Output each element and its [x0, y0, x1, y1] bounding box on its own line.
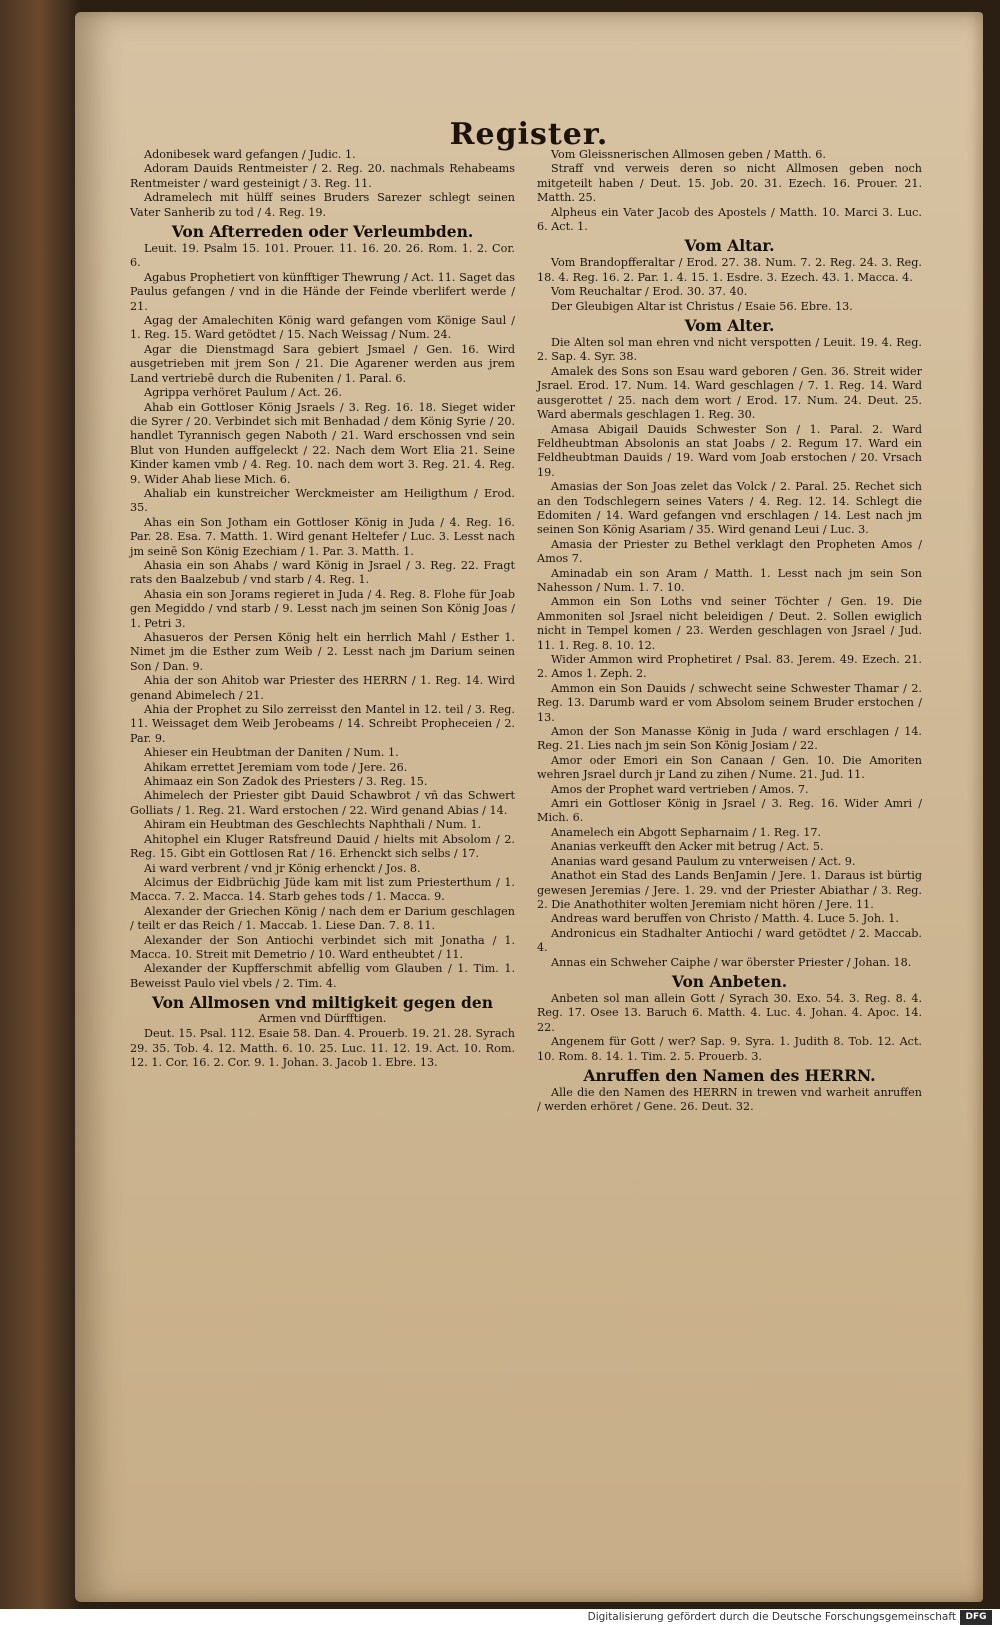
register-entry: Ahitophel ein Kluger Ratsfreund Dauid / hielts mit Absolom / 2. Reg. 15. Gibt ein Gottlosen Rat / 16. Erhenckt sich selbs / 17. — [130, 832, 515, 861]
register-entry: Amasa Abigail Dauids Schwester Son / 1. Paral. 2. Ward Feldheubtman Absolonis an stat Joabs / 2. Regum 17. Ward ein Feldheubtman Dauids / 19. Ward vom Joab erstochen / 20. Vrsach 19. — [537, 422, 922, 479]
right-column — [537, 148, 922, 1115]
footer-bar — [0, 1609, 1000, 1627]
register-entry: Ai ward verbrent / vnd jr König erhenckt / Jos. 8. — [144, 861, 421, 875]
register-entry: Amos der Prophet ward vertrieben / Amos. 7. — [551, 782, 809, 796]
register-entry: Ahas ein Son Jotham ein Gottloser König in Juda / 4. Reg. 16. Par. 28. Esa. 7. Matth. 1. Wird genant Heltefer / Luc. 3. Lesst nach jm seinē Son König Ezechiam / 1. Par. 3. Matth. 1. — [130, 515, 515, 558]
section-heading: Vom Altar. — [684, 236, 775, 256]
register-entry: Agar die Dienstmagd Sara gebiert Jsmael / Gen. 16. Wird ausgetrieben mit jrem Son / 21. Die Agarener werden aus jrem Land vertriebē durch die Rubeniten / 1. Paral. 6. — [130, 342, 515, 385]
register-entry: Alexander der Kupfferschmit abfellig vom Glauben / 1. Tim. 1. Beweisst Paulo viel vbels / 2. Tim. 4. — [130, 962, 515, 990]
left-column — [130, 148, 515, 1070]
register-entry: Ahimaaz ein Son Zadok des Priesters / 3. Reg. 15. — [144, 775, 428, 789]
section-heading: Von Allmosen vnd miltigkeit gegen den — [151, 993, 494, 1013]
register-entry: Amasias der Son Joas zelet das Volck / 2. Paral. 25. Rechet sich an den Todschlegern seines Vaters / 4. Reg. 12. 14. Schlegt die Edomiten / 14. Ward gefangen vnd erschlagen / 14. Lest nach jm seinen Son König Asariam / 35. Wird genand Leui / Luc. 3. — [537, 480, 922, 537]
section-heading: Von Afterreden oder Verleumbden. — [171, 222, 474, 242]
register-entry: Straff vnd verweis deren so nicht Allmosen geben noch mitgeteilt haben / Deut. 15. Job. 20. 31. Ezech. 16. Prouer. 21. Matth. 25. — [537, 162, 922, 205]
section-heading: Von Anbeten. — [671, 971, 788, 991]
register-entry: Adramelech mit hülff seines Bruders Sarezer schlegt seinen Vater Sanherib zu tod / 4. Reg. 19. — [130, 191, 515, 219]
footer-credit: Digitalisierung gefördert durch die Deutsche Forschungsgemeinschaft — [587, 1611, 956, 1623]
section-heading: Vom Alter. — [684, 316, 775, 336]
register-entry: Ahasia ein son Ahabs / ward König in Jsrael / 3. Reg. 22. Fragt rats den Baalzebub / vnd starb / 4. Reg. 1. — [130, 558, 515, 587]
register-entry: Leuit. 19. Psalm 15. 101. Prouer. 11. 16. 20. 26. Rom. 1. 2. Cor. 6. — [130, 242, 515, 270]
register-entry: Vom Brandopfferaltar / Erod. 27. 38. Num. 7. 2. Reg. 24. 3. Reg. 18. 4. Reg. 16. 2. Par. 1. 4. 15. 1. Esdre. 3. Ezech. 43. 1. Macca. 4. — [537, 256, 922, 284]
register-entry: Anathot ein Stad des Lands BenJamin / Jere. 1. Daraus ist bürtig gewesen Jeremias / Jere. 1. 29. vnd der Priester Abiathar / 3. Reg. 2. Die Anathothiter wolten Jeremiam nicht hören / Jere. 11. — [537, 869, 922, 911]
register-entry: Anamelech ein Abgott Sepharnaim / 1. Reg. 17. — [551, 825, 822, 839]
register-entry: Angenem für Gott / wer? Sap. 9. Syra. 1. Judith 8. Tob. 12. Act. 10. Rom. 8. 14. 1. Tim. 2. 5. Prouerb. 3. — [537, 1035, 922, 1063]
register-entry: Amasia der Priester zu Bethel verklagt den Propheten Amos / Amos 7. — [537, 537, 922, 566]
register-entry: Ananias ward gesand Paulum zu vnterweisen / Act. 9. — [551, 854, 856, 868]
register-entry: Ahasueros der Persen König helt ein herrlich Mahl / Esther 1. Nimet jm die Esther zum Weib / 2. Lesst nach jm Darium seinen Son / Dan. 9. — [130, 631, 515, 673]
register-entry: Annas ein Schweher Caiphe / war öberster Priester / Johan. 18. — [551, 955, 912, 969]
register-entry: Vom Gleissnerischen Allmosen geben / Matth. 6. — [551, 148, 826, 161]
register-entry: Adoram Dauids Rentmeister / 2. Reg. 20. nachmals Rehabeams Rentmeister / ward gesteinigt / 3. Reg. 11. — [130, 162, 515, 190]
register-entry: Ammon ein Son Dauids / schwecht seine Schwester Thamar / 2. Reg. 13. Darumb ward er vom Absolom seinem Bruder erstochen / 13. — [537, 681, 922, 724]
register-entry: Andreas ward beruffen von Christo / Matth. 4. Luce 5. Joh. 1. — [551, 912, 899, 926]
register-entry: Agabus Prophetiert von künfftiger Thewrung / Act. 11. Saget das Paulus gefangen / vnd in die Hände der Feinde vberlifert werde / 21. — [130, 270, 515, 313]
register-entry: Ananias verkeufft den Acker mit betrug / Act. 5. — [551, 840, 824, 854]
register-entry: Andronicus ein Stadhalter Antiochi / ward getödtet / 2. Maccab. 4. — [537, 926, 922, 955]
register-entry: Ahab ein Gottloser König Jsraels / 3. Reg. 16. 18. Sieget wider die Syrer / 20. Verbindet sich mit Benhadad / dem König Syrie / 20. handlet Tyrannisch gegen Naboth / 21. Ward erschossen vnd sein Blut von Hunden auffgeleckt / 22. Nach dem Wort Elia 21. Seine Kinder kamen vmb / 4. Reg. 10. nach dem wort 3. Reg. 21. 4. Reg. 9. Wider Ahab liese Mich. 6. — [130, 400, 515, 486]
register-entry: Deut. 15. Psal. 112. Esaie 58. Dan. 4. Prouerb. 19. 21. 28. Syrach 29. 35. Tob. 4. 12. Matth. 6. 10. 25. Luc. 11. 12. 19. Act. 10. Rom. 12. 1. Cor. 16. 2. Cor. 9. 1. Johan. 3. Jacob 1. Ebre. 13. — [130, 1027, 515, 1069]
register-entry: Adonibesek ward gefangen / Judic. 1. — [144, 148, 356, 161]
register-entry: Alcimus der Eidbrüchig Jüde kam mit list zum Priesterthum / 1. Macca. 7. 2. Macca. 14. Starb gehes tods / 1. Macca. 9. — [130, 875, 515, 904]
register-entry: Anbeten sol man allein Gott / Syrach 30. Exo. 54. 3. Reg. 8. 4. Reg. 17. Osee 13. Baruch 6. Matth. 4. Luc. 4. Johan. 4. Apoc. 14. 22. — [537, 991, 922, 1034]
register-entry: Alexander der Griechen König / nach dem er Darium geschlagen / teilt er das Reich / 1. Maccab. 1. Liese Dan. 7. 8. 11. — [130, 904, 515, 933]
register-entry: Agag der Amalechiten König ward gefangen vom Könige Saul / 1. Reg. 15. Ward getödtet / 15. Nach Weissag / Num. 24. — [130, 314, 515, 342]
register-entry: Amon der Son Manasse König in Juda / ward erschlagen / 14. Reg. 21. Lies nach jm sein Son König Josiam / 22. — [537, 725, 922, 753]
register-entry: Aminadab ein son Aram / Matth. 1. Lesst nach jm sein Son Nahesson / Num. 1. 7. 10. — [537, 566, 922, 594]
register-entry: Amor oder Emori ein Son Canaan / Gen. 10. Die Amoriten wehren Jsrael durch jr Land zu zihen / Nume. 21. Jud. 11. — [537, 753, 922, 782]
register-entry: Amalek des Sons son Esau ward geboren / Gen. 36. Streit wider Jsrael. Erod. 17. Num. 14. Ward geschlagen / 7. 1. Reg. 14. Ward ausgerottet / 25. nach dem wort / Erod. 17. Num. 24. Deut. 25. Ward abermals geschlagen 1. Reg. 30. — [537, 364, 922, 422]
register-entry: Die Alten sol man ehren vnd nicht verspotten / Leuit. 19. 4. Reg. 2. Sap. 4. Syr. 38. — [537, 336, 922, 364]
dfg-logo: DFG — [960, 1610, 992, 1625]
register-entry: Amri ein Gottloser König in Jsrael / 3. Reg. 16. Wider Amri / Mich. 6. — [537, 797, 922, 825]
register-entry: Ahimelech der Priester gibt Dauid Schawbrot / vñ das Schwert Golliats / 1. Reg. 21. Ward erstochen / 22. Wird genand Abias / 14. — [130, 789, 515, 817]
register-entry: Alle die den Namen des HERRN in trewen vnd warheit anruffen / werden erhöret / Gene. 26. Deut. 32. — [537, 1085, 922, 1114]
page-title: Register. — [449, 117, 609, 152]
register-entry: Ahikam errettet Jeremiam vom tode / Jere. 26. — [144, 760, 408, 774]
register-entry: Agrippa verhöret Paulum / Act. 26. — [144, 386, 342, 400]
register-entry: Ahia der Prophet zu Silo zerreisst den Mantel in 12. teil / 3. Reg. 11. Weissaget dem Weib Jerobeams / 14. Schreibt Propheceien / 2. Par. 9. — [130, 703, 515, 745]
register-entry: Ahia der son Ahitob war Priester des HERRN / 1. Reg. 14. Wird genand Abimelech / 21. — [130, 674, 515, 702]
register-entry: Ahasia ein son Jorams regieret in Juda / 4. Reg. 8. Flohe für Joab gen Megiddo / vnd starb / 9. Lesst nach jm seinen Son König Joas / 1. Petri 3. — [130, 587, 515, 630]
register-entry: Ahiram ein Heubtman des Geschlechts Naphthali / Num. 1. — [144, 818, 482, 832]
section-subheading: Armen vnd Dürfftigen. — [258, 1012, 387, 1026]
section-heading: Anruffen den Namen des HERRN. — [583, 1065, 876, 1085]
register-entry: Ahaliab ein kunstreicher Werckmeister am Heiligthum / Erod. 35. — [130, 486, 515, 515]
register-entry: Ammon ein Son Loths vnd seiner Töchter / Gen. 19. Die Ammoniten sol Jsrael nicht beleidigen / Deut. 2. Sollen ewiglich nicht in Tempel komen / 23. Werden geschlagen von Jsrael / Jud. 11. 1. Reg. 8. 10. 12. — [537, 595, 922, 652]
register-entry: Wider Ammon wird Prophetiret / Psal. 83. Jerem. 49. Ezech. 21. 2. Amos 1. Zeph. 2. — [537, 653, 922, 681]
register-entry: Alpheus ein Vater Jacob des Apostels / Matth. 10. Marci 3. Luc. 6. Act. 1. — [537, 205, 922, 234]
register-entry: Vom Reuchaltar / Erod. 30. 37. 40. — [551, 285, 748, 299]
register-entry: Der Gleubigen Altar ist Christus / Esaie 56. Ebre. 13. — [551, 299, 853, 313]
register-entry: Ahieser ein Heubtman der Daniten / Num. 1. — [144, 746, 399, 760]
register-entry: Alexander der Son Antiochi verbindet sich mit Jonatha / 1. Macca. 10. Streit mit Demetrio / 10. Ward entheubtet / 11. — [130, 933, 515, 961]
